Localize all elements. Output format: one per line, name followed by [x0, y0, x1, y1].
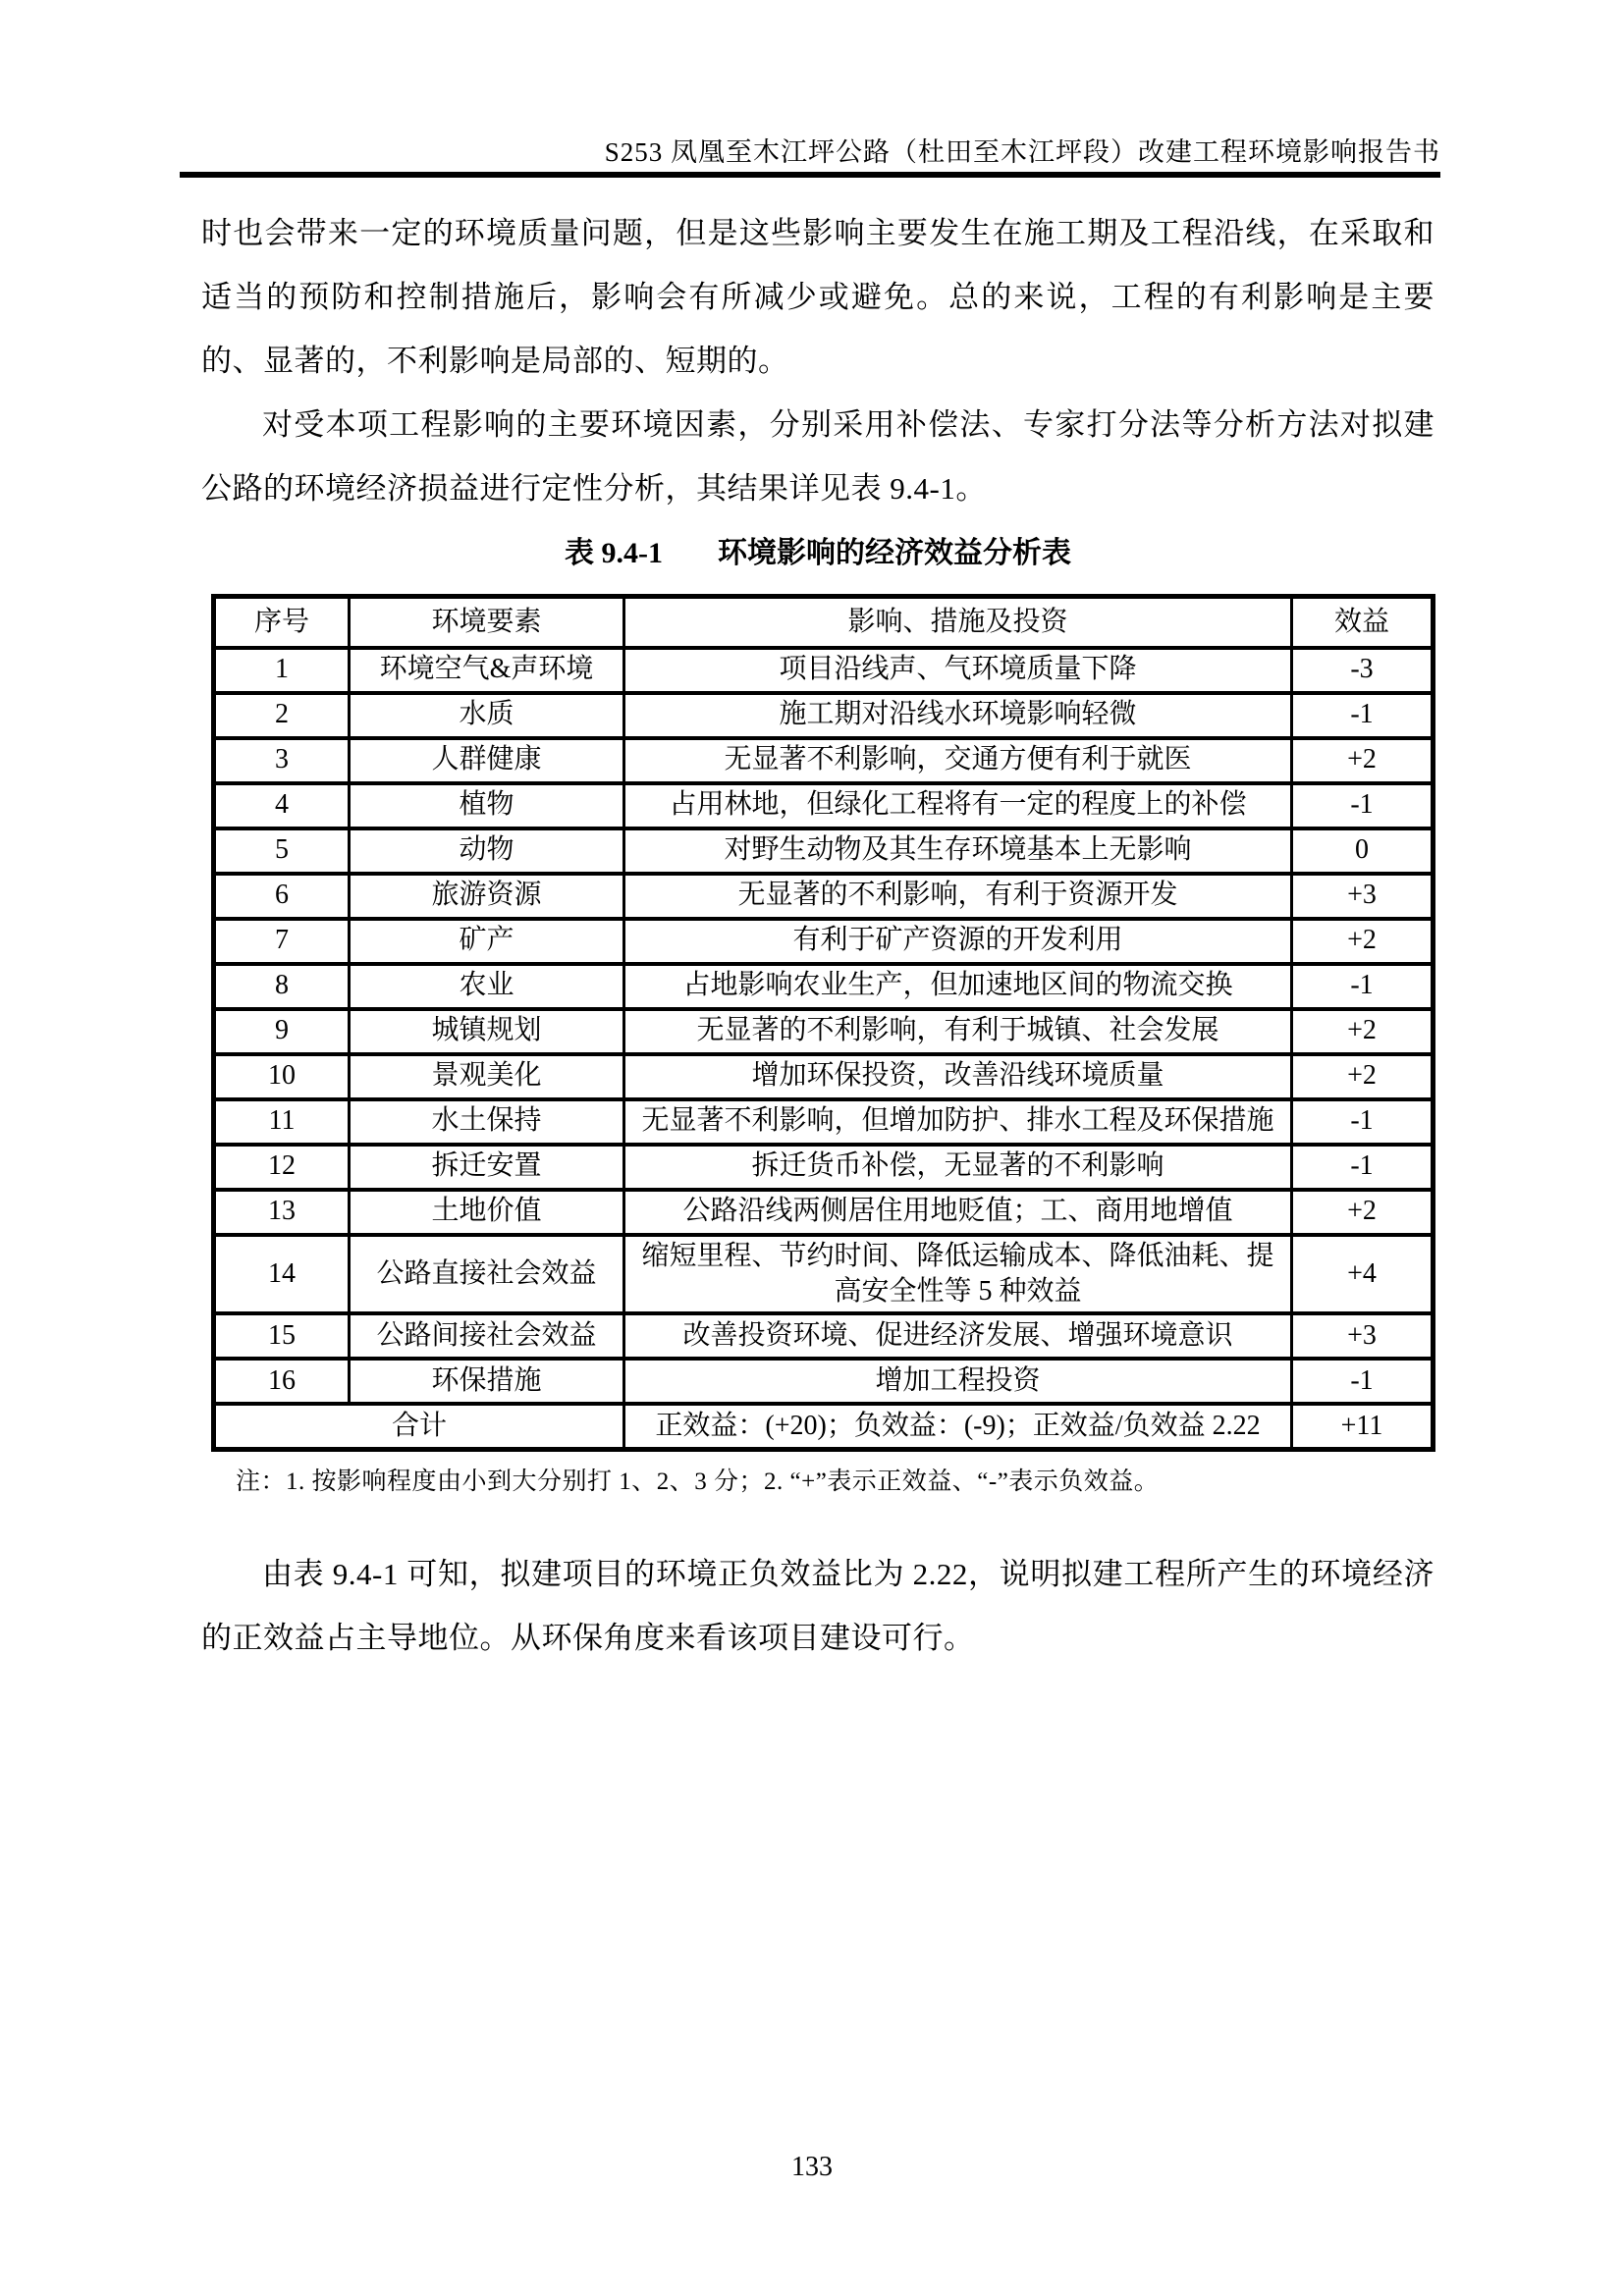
impact-cell: 拆迁货币补偿，无显著的不利影响 [624, 1145, 1292, 1190]
impact-cell: 无显著不利影响，但增加防护、排水工程及环保措施 [624, 1099, 1292, 1145]
table-row [214, 1099, 1434, 1145]
table-caption-title: 环境影响的经济效益分析表 [718, 537, 1071, 569]
impact-cell: 施工期对沿线水环境影响轻微 [624, 693, 1292, 738]
paragraph-conclusion: 由表 9.4-1 可知，拟建项目的环境正负效益比为 2.22，说明拟建工程所产生的环境经济的正效益占主导地位。从环保角度来看该项目建设可行。 [201, 1556, 1435, 1655]
factor-cell: 公路间接社会效益 [350, 1313, 624, 1359]
factor-cell: 城镇规划 [350, 1009, 624, 1054]
benefit-cell: +3 [1292, 874, 1434, 919]
impact-cell: 占地影响农业生产，但加速地区间的物流交换 [624, 964, 1292, 1009]
table-row [214, 874, 1434, 919]
benefit-cell: +3 [1292, 1313, 1434, 1359]
benefit-cell: +2 [1292, 1190, 1434, 1235]
factor-cell: 拆迁安置 [350, 1145, 624, 1190]
row-index-cell: 2 [214, 693, 350, 738]
benefit-cell: +2 [1292, 1054, 1434, 1099]
factor-cell: 公路直接社会效益 [350, 1235, 624, 1314]
table-row [214, 964, 1434, 1009]
benefit-cell: +4 [1292, 1235, 1434, 1314]
benefit-cell: -1 [1292, 964, 1434, 1009]
column-header-impact: 影响、措施及投资 [624, 597, 1292, 648]
row-index-cell: 3 [214, 738, 350, 783]
table-header-row [214, 597, 1434, 648]
table-row [214, 1313, 1434, 1359]
impact-cell: 无显著不利影响，交通方便有利于就医 [624, 738, 1292, 783]
factor-cell: 动物 [350, 828, 624, 874]
table-row [214, 648, 1434, 693]
factor-cell: 旅游资源 [350, 874, 624, 919]
running-head: S253 凤凰至木江坪公路（杜田至木江坪段）改建工程环境影响报告书 [604, 137, 1440, 167]
total-benefit-cell: +11 [1292, 1404, 1434, 1449]
table-caption [201, 522, 1435, 584]
row-index-cell: 13 [214, 1190, 350, 1235]
table-row [214, 828, 1434, 874]
table-row [214, 1359, 1434, 1404]
factor-cell: 水土保持 [350, 1099, 624, 1145]
benefit-table-body [214, 648, 1434, 1405]
total-label-cell: 合计 [214, 1404, 624, 1449]
factor-cell: 矿产 [350, 919, 624, 964]
row-index-cell: 6 [214, 874, 350, 919]
benefit-analysis-table [211, 594, 1435, 1452]
impact-cell: 缩短里程、节约时间、降低运输成本、降低油耗、提高安全性等 5 种效益 [624, 1235, 1292, 1314]
benefit-cell: -1 [1292, 783, 1434, 828]
factor-cell: 农业 [350, 964, 624, 1009]
row-index-cell: 14 [214, 1235, 350, 1314]
factor-cell: 环境空气&声环境 [350, 648, 624, 693]
row-index-cell: 15 [214, 1313, 350, 1359]
row-index-cell: 4 [214, 783, 350, 828]
table-total-row [214, 1404, 1434, 1449]
factor-cell: 水质 [350, 693, 624, 738]
paragraph-impact-summary: 时也会带来一定的环境质量问题，但是这些影响主要发生在施工期及工程沿线，在采取和适当的预防和控制措施后，影响会有所减少或避免。总的来说，工程的有利影响是主要的、显著的，不利影响是局部的、短期的。 [201, 216, 1435, 378]
table-caption-label: 表 9.4-1 [565, 537, 663, 569]
impact-cell: 有利于矿产资源的开发利用 [624, 919, 1292, 964]
benefit-cell: 0 [1292, 828, 1434, 874]
table-row [214, 1190, 1434, 1235]
impact-cell: 对野生动物及其生存环境基本上无影响 [624, 828, 1292, 874]
table-row [214, 738, 1434, 783]
factor-cell: 植物 [350, 783, 624, 828]
column-header-benefit: 效益 [1292, 597, 1434, 648]
row-index-cell: 12 [214, 1145, 350, 1190]
table-row [214, 1235, 1434, 1314]
factor-cell: 土地价值 [350, 1190, 624, 1235]
table-row [214, 919, 1434, 964]
row-index-cell: 7 [214, 919, 350, 964]
table-row [214, 1009, 1434, 1054]
row-index-cell: 8 [214, 964, 350, 1009]
factor-cell: 人群健康 [350, 738, 624, 783]
page-number: 133 [791, 2152, 833, 2182]
page-content [201, 201, 1435, 1670]
benefit-cell: -1 [1292, 1099, 1434, 1145]
factor-cell: 景观美化 [350, 1054, 624, 1099]
benefit-cell: -1 [1292, 1145, 1434, 1190]
impact-cell: 占用林地，但绿化工程将有一定的程度上的补偿 [624, 783, 1292, 828]
row-index-cell: 5 [214, 828, 350, 874]
factor-cell: 环保措施 [350, 1359, 624, 1404]
table-row [214, 1145, 1434, 1190]
table-row [214, 783, 1434, 828]
paragraph-analysis-method: 对受本项工程影响的主要环境因素，分别采用补偿法、专家打分法等分析方法对拟建公路的环境经济损益进行定性分析，其结果详见表 9.4-1。 [201, 407, 1435, 506]
benefit-cell: +2 [1292, 1009, 1434, 1054]
benefit-cell: -1 [1292, 693, 1434, 738]
impact-cell: 无显著的不利影响，有利于资源开发 [624, 874, 1292, 919]
table-footnote: 注：1. 按影响程度由小到大分别打 1、2、3 分；2. “+”表示正效益、“-”表示负效益。 [236, 1468, 1160, 1495]
table-row [214, 693, 1434, 738]
benefit-cell: +2 [1292, 919, 1434, 964]
benefit-cell: -3 [1292, 648, 1434, 693]
impact-cell: 增加环保投资，改善沿线环境质量 [624, 1054, 1292, 1099]
impact-cell: 无显著的不利影响，有利于城镇、社会发展 [624, 1009, 1292, 1054]
impact-cell: 项目沿线声、气环境质量下降 [624, 648, 1292, 693]
row-index-cell: 9 [214, 1009, 350, 1054]
row-index-cell: 10 [214, 1054, 350, 1099]
header-rule [180, 172, 1440, 178]
impact-cell: 公路沿线两侧居住用地贬值；工、商用地增值 [624, 1190, 1292, 1235]
row-index-cell: 11 [214, 1099, 350, 1145]
impact-cell: 增加工程投资 [624, 1359, 1292, 1404]
benefit-cell: -1 [1292, 1359, 1434, 1404]
row-index-cell: 16 [214, 1359, 350, 1404]
row-index-cell: 1 [214, 648, 350, 693]
benefit-cell: +2 [1292, 738, 1434, 783]
table-row [214, 1054, 1434, 1099]
column-header-index: 序号 [214, 597, 350, 648]
column-header-factor: 环境要素 [350, 597, 624, 648]
total-impact-cell: 正效益：(+20)；负效益：(-9)；正效益/负效益 2.22 [624, 1404, 1292, 1449]
impact-cell: 改善投资环境、促进经济发展、增强环境意识 [624, 1313, 1292, 1359]
